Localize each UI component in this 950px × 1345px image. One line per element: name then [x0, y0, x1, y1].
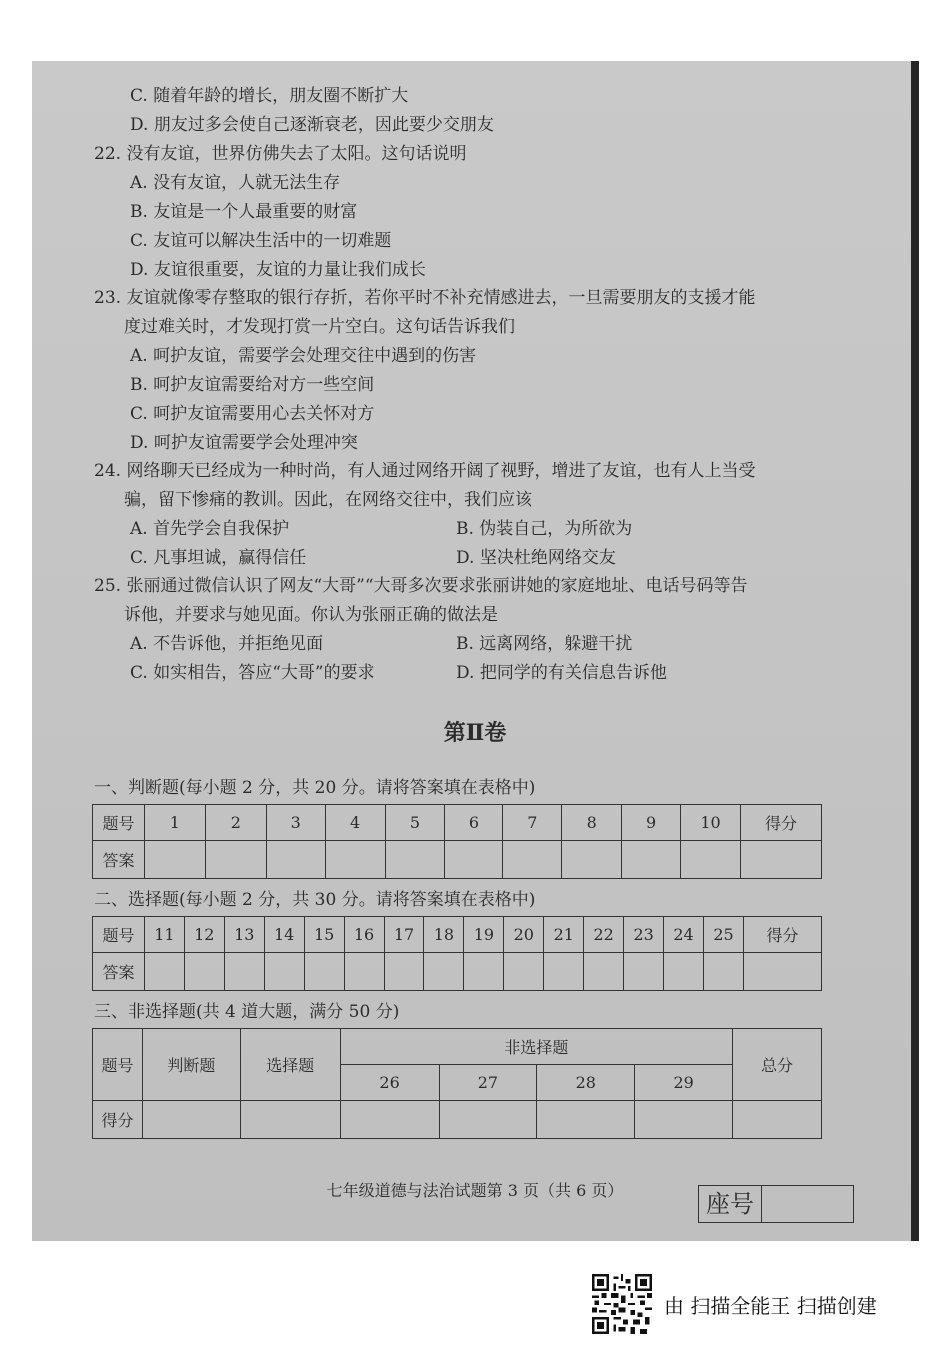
- cell-number: 12: [184, 917, 224, 953]
- q23-option-d: D. 呵护友谊需要学会处理冲突: [130, 433, 358, 453]
- cell-number: 23: [624, 917, 664, 953]
- q24-option-d: D. 坚决杜绝网络交友: [456, 548, 616, 568]
- score-cell[interactable]: [537, 1101, 635, 1139]
- q21-option-d: D. 朋友过多会使自己逐渐衰老，因此要少交朋友: [130, 115, 494, 135]
- q23-stem-line1: 23. 友谊就像零存整取的银行存折，若你平时不补充情感进去，一旦需要朋友的支援才能: [94, 288, 756, 308]
- answer-cell[interactable]: [264, 953, 304, 991]
- section1-title: 一、判断题(每小题 2 分，共 20 分。请将答案填在表格中): [94, 778, 536, 798]
- cell-number: 10: [681, 805, 741, 841]
- seat-number-box: [698, 1185, 854, 1223]
- q25-option-d: D. 把同学的有关信息告诉他: [456, 663, 667, 683]
- q24-option-b: B. 伪装自己，为所欲为: [456, 519, 633, 539]
- q24-stem-line2: 骗，留下惨痛的教训。因此，在网络交往中，我们应该: [124, 490, 532, 510]
- row-label-answer: 答案: [93, 953, 145, 991]
- q25-stem-line2: 诉他，并要求与她见面。你认为张丽正确的做法是: [124, 605, 498, 625]
- answer-cell[interactable]: [344, 953, 384, 991]
- q24-option-c: C. 凡事坦诚，赢得信任: [130, 548, 307, 568]
- answer-cell[interactable]: [424, 953, 464, 991]
- true-false-answer-table: [92, 804, 822, 879]
- row-label-answer: 答案: [93, 841, 145, 879]
- q22-option-c: C. 友谊可以解决生活中的一切难题: [130, 231, 392, 251]
- cell-number: 19: [464, 917, 504, 953]
- answer-cell[interactable]: [144, 953, 184, 991]
- header-choice: 选择题: [240, 1029, 340, 1101]
- q22-option-d: D. 友谊很重要，友谊的力量让我们成长: [130, 260, 426, 280]
- row-label-number: 题号: [93, 917, 145, 953]
- cell-number: 18: [424, 917, 464, 953]
- score-cell[interactable]: [733, 1101, 822, 1139]
- answer-cell[interactable]: [503, 841, 562, 879]
- score-cell[interactable]: [741, 841, 822, 879]
- row-label-number: 题号: [93, 805, 145, 841]
- q24-option-a: A. 首先学会自我保护: [130, 519, 290, 539]
- answer-cell[interactable]: [584, 953, 624, 991]
- seat-number-label: 座号: [699, 1186, 762, 1222]
- score-cell[interactable]: [743, 953, 821, 991]
- answer-cell[interactable]: [562, 841, 622, 879]
- answer-cell[interactable]: [544, 953, 584, 991]
- section2-title: 二、选择题(每小题 2 分，共 30 分。请将答案填在表格中): [94, 890, 536, 910]
- header-total: 总分: [733, 1029, 822, 1101]
- answer-cell[interactable]: [205, 841, 266, 879]
- answer-cell[interactable]: [445, 841, 503, 879]
- cell-number: 21: [544, 917, 584, 953]
- answer-cell[interactable]: [224, 953, 264, 991]
- cell-number: 13: [224, 917, 264, 953]
- cell-number: 27: [439, 1065, 537, 1101]
- answer-cell[interactable]: [266, 841, 325, 879]
- answer-cell[interactable]: [504, 953, 544, 991]
- score-cell[interactable]: [142, 1101, 240, 1139]
- cell-number: 22: [584, 917, 624, 953]
- score-header: 得分: [741, 805, 822, 841]
- answer-cell[interactable]: [464, 953, 504, 991]
- answer-cell[interactable]: [664, 953, 704, 991]
- cell-number: 2: [205, 805, 266, 841]
- section3-title: 三、非选择题(共 4 道大题，满分 50 分): [94, 1002, 400, 1022]
- q23-option-a: A. 呵护友谊，需要学会处理交往中遇到的伤害: [130, 346, 477, 366]
- cell-number: 26: [340, 1065, 439, 1101]
- cell-number: 6: [445, 805, 503, 841]
- score-summary-table: [92, 1028, 822, 1139]
- q22-stem: 22. 没有友谊，世界仿佛失去了太阳。这句话说明: [94, 144, 467, 164]
- answer-cell[interactable]: [325, 841, 385, 879]
- cell-number: 29: [635, 1065, 733, 1101]
- cell-number: 20: [504, 917, 544, 953]
- answer-cell[interactable]: [184, 953, 224, 991]
- q25-option-c: C. 如实相告，答应“大哥”的要求: [130, 663, 375, 683]
- score-cell[interactable]: [240, 1101, 340, 1139]
- q23-option-c: C. 呵护友谊需要用心去关怀对方: [130, 404, 375, 424]
- answer-cell[interactable]: [385, 841, 445, 879]
- q25-option-b: B. 远离网络，躲避干扰: [456, 634, 633, 654]
- answer-cell[interactable]: [304, 953, 344, 991]
- page-footer: 七年级道德与法治试题第 3 页（共 6 页）: [326, 1181, 624, 1200]
- q21-option-c: C. 随着年龄的增长，朋友圈不断扩大: [130, 86, 409, 106]
- header-judge: 判断题: [142, 1029, 240, 1101]
- cell-number: 11: [144, 917, 184, 953]
- q25-option-a: A. 不告诉他，并拒绝见面: [130, 634, 324, 654]
- cell-number: 28: [537, 1065, 635, 1101]
- answer-cell[interactable]: [384, 953, 424, 991]
- cell-number: 5: [385, 805, 445, 841]
- part-two-title: 第Ⅱ卷: [443, 720, 507, 746]
- cell-number: 3: [266, 805, 325, 841]
- score-cell[interactable]: [635, 1101, 733, 1139]
- answer-cell[interactable]: [681, 841, 741, 879]
- score-cell[interactable]: [439, 1101, 537, 1139]
- answer-cell[interactable]: [624, 953, 664, 991]
- score-header: 得分: [743, 917, 821, 953]
- score-cell[interactable]: [340, 1101, 439, 1139]
- cell-number: 1: [144, 805, 205, 841]
- cell-number: 7: [503, 805, 562, 841]
- q23-option-b: B. 呵护友谊需要给对方一些空间: [130, 375, 375, 395]
- q23-stem-line2: 度过难关时，才发现打赏一片空白。这句话告诉我们: [124, 317, 515, 337]
- q24-stem-line1: 24. 网络聊天已经成为一种时尚，有人通过网络开阔了视野，增进了友谊，也有人上当受: [94, 461, 756, 481]
- row-label-score: 得分: [93, 1101, 143, 1139]
- paper-shadow-edge: [911, 61, 919, 1241]
- cell-number: 15: [304, 917, 344, 953]
- choice-answer-table: [92, 916, 822, 991]
- qr-code-icon: [592, 1274, 652, 1334]
- cell-number: 16: [344, 917, 384, 953]
- cell-number: 24: [664, 917, 704, 953]
- cell-number: 17: [384, 917, 424, 953]
- q22-option-b: B. 友谊是一个人最重要的财富: [130, 202, 358, 222]
- row-label-number: 题号: [93, 1029, 143, 1101]
- cell-number: 25: [704, 917, 744, 953]
- q22-option-a: A. 没有友谊，人就无法生存: [130, 173, 341, 193]
- cell-number: 9: [622, 805, 681, 841]
- header-nonchoice: 非选择题: [340, 1029, 732, 1065]
- scanner-watermark: 由 扫描全能王 扫描创建: [664, 1294, 877, 1318]
- q25-stem-line1: 25. 张丽通过微信认识了网友“大哥”“大哥多次要求张丽讲她的家庭地址、电话号码等告: [94, 576, 748, 596]
- cell-number: 8: [562, 805, 622, 841]
- cell-number: 14: [264, 917, 304, 953]
- answer-cell[interactable]: [622, 841, 681, 879]
- answer-cell[interactable]: [144, 841, 205, 879]
- answer-cell[interactable]: [704, 953, 744, 991]
- cell-number: 4: [325, 805, 385, 841]
